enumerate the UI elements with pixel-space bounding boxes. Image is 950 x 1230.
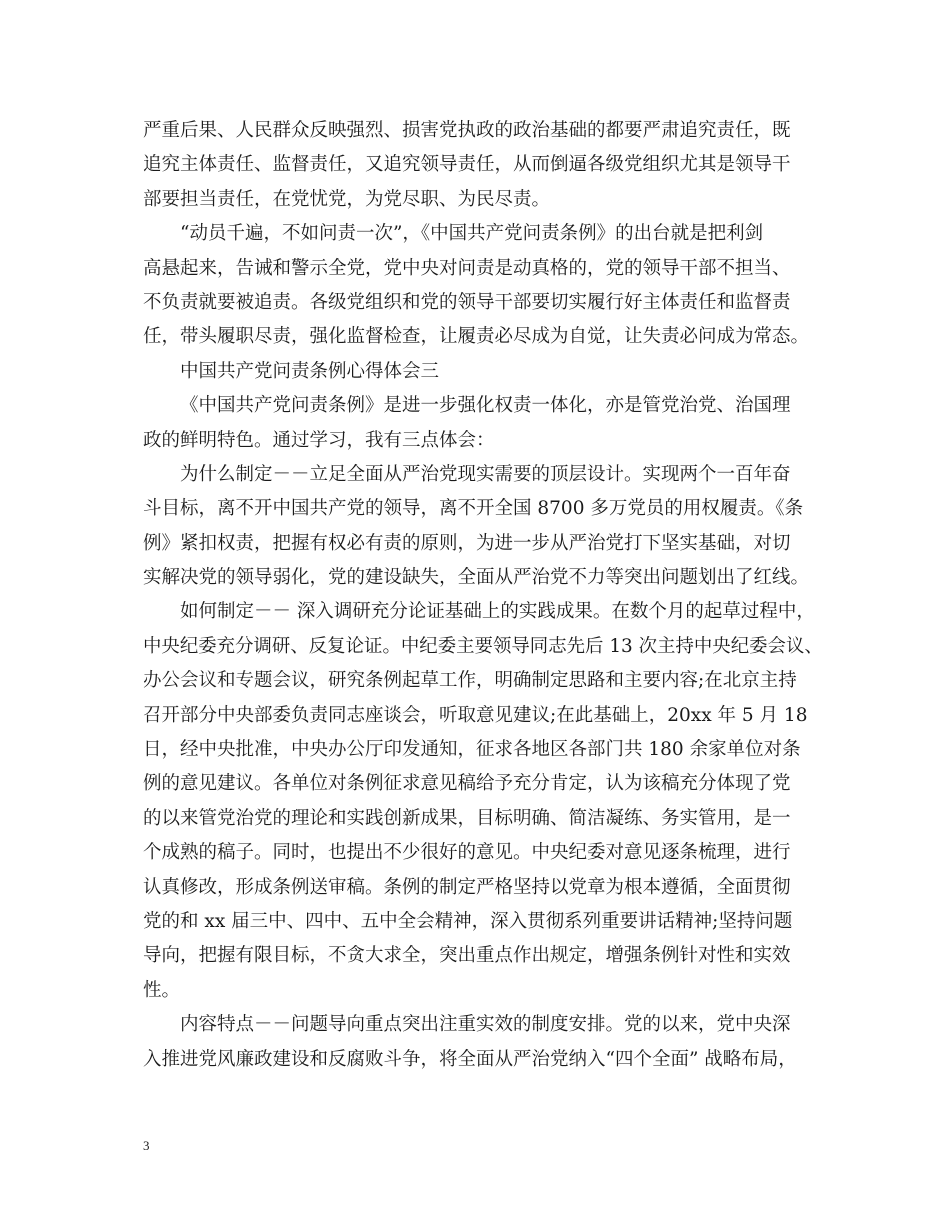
text-line: 任，带头履职尽责，强化监督检查，让履责必尽成为自觉，让失责必问成为常态。 (143, 326, 810, 348)
text-line: 中国共产党问责条例心得体会三 (180, 360, 440, 382)
text-line: 认真修改，形成条例送审稿。条例的制定严格坚持以党章为根本遵循，全面贯彻 (143, 876, 791, 898)
text-line: “动员千遍，不如问责一次”，《中国共产党问责条例》的出台就是把利剑 (180, 223, 764, 245)
text-line: 如何制定－－ 深入调研充分论证基础上的实践成果。在数个月的起草过程中， (180, 601, 815, 623)
text-line: 的以来管党治党的理论和实践创新成果，目标明确、简洁凝练、务实管用，是一 (143, 807, 791, 829)
text-line: 党的和 xx 届三中、四中、五中全会精神，深入贯彻系列重要讲话精神;坚持问题 (143, 910, 793, 932)
text-line: 中央纪委充分调研、反复论证。中纪委主要领导同志先后 13 次主持中央纪委会议、 (143, 635, 823, 657)
text-line: 例》紧扣权责，把握有权必有责的原则，为进一步从严治党打下坚实基础，对切 (143, 532, 791, 554)
text-line: 办公会议和专题会议，研究条例起草工作，明确制定思路和主要内容;在北京主持 (143, 670, 797, 692)
text-line: 斗目标，离不开中国共产党的领导，离不开全国 8700 多万党员的用权履责。《条 (143, 498, 804, 520)
text-line: 实解决党的领导弱化，党的建设缺失，全面从严治党不力等突出问题划出了红线。 (143, 567, 810, 589)
page-number: 3 (143, 1138, 150, 1153)
text-line: 内容特点－－问题导向重点突出注重实效的制度安排。党的以来，党中央深 (180, 1014, 791, 1036)
text-line: 个成熟的稿子。同时，也提出不少很好的意见。中央纪委对意见逐条梳理，进行 (143, 842, 791, 864)
text-line: 入推进党风廉政建设和反腐败斗争，将全面从严治党纳入“四个全面” 战略布局， (143, 1048, 797, 1070)
text-line: 日，经中央批准，中央办公厅印发通知，征求各地区各部门共 180 余家单位对条 (143, 739, 801, 761)
text-line: 为什么制定－－立足全面从严治党现实需要的顶层设计。实现两个一百年奋 (180, 463, 791, 485)
text-line: 召开部分中央部委负责同志座谈会，听取意见建议;在此基础上，20xx 年 5 月 18 (143, 704, 808, 726)
text-line: 《中国共产党问责条例》是进一步强化权责一体化，亦是管党治党、治国理 (180, 395, 791, 417)
text-line: 导向，把握有限目标，不贪大求全，突出重点作出规定，增强条例针对性和实效 (143, 945, 791, 967)
text-line: 部要担当责任，在党忧党，为党尽职、为民尽责。 (143, 188, 551, 210)
text-line: 高悬起来，告诫和警示全党，党中央对问责是动真格的，党的领导干部不担当、 (143, 257, 791, 279)
text-line: 性。 (143, 979, 181, 1001)
text-line: 例的意见建议。各单位对条例征求意见稿给予充分肯定，认为该稿充分体现了党 (143, 773, 791, 795)
text-line: 追究主体责任、监督责任，又追究领导责任，从而倒逼各级党组织尤其是领导干 (143, 154, 791, 176)
text-line: 政的鲜明特色。通过学习，我有三点体会： (143, 429, 495, 451)
body-text (143, 114, 823, 1077)
text-line: 严重后果、人民群众反映强烈、损害党执政的政治基础的都要严肃追究责任，既 (143, 120, 791, 141)
text-line: 不负责就要被追责。各级党组织和党的领导干部要切实履行好主体责任和监督责 (143, 291, 791, 313)
